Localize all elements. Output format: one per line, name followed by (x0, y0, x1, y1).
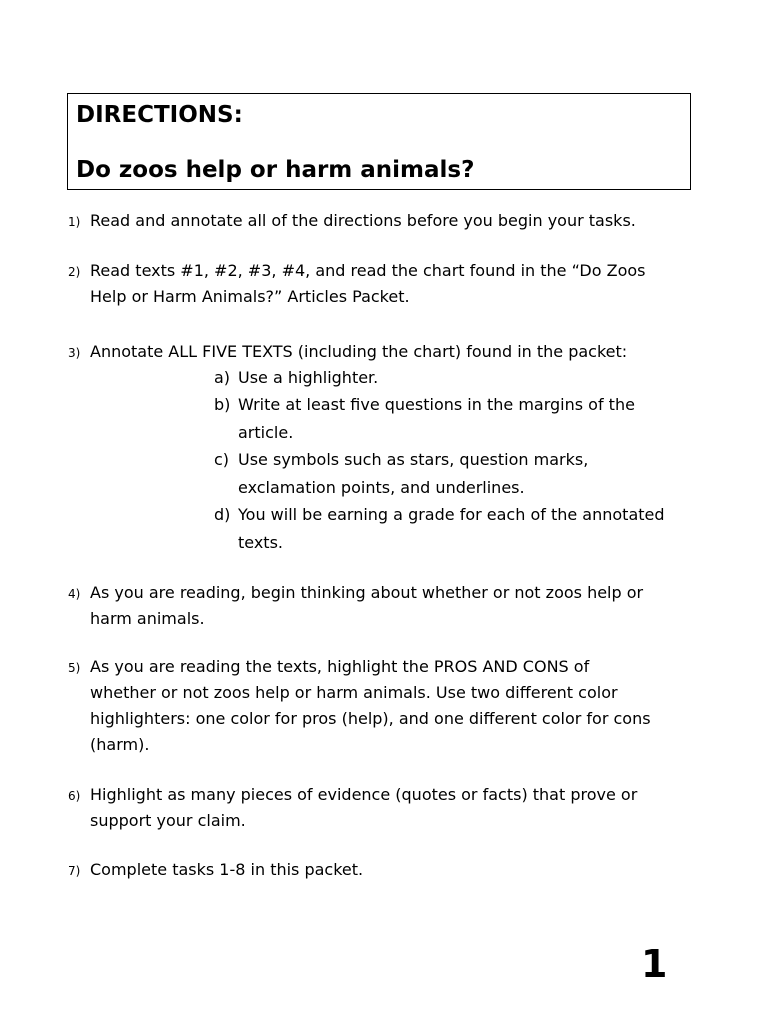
directions-heading: DIRECTIONS: (76, 102, 243, 128)
list-item-number: 3) (68, 346, 81, 360)
list-item-line: support your claim. (90, 811, 246, 830)
list-item (90, 208, 636, 234)
list-item (90, 580, 643, 632)
list-item-line: (harm). (90, 735, 150, 754)
list-item-number: 5) (68, 661, 81, 675)
list-item-number: 7) (68, 864, 81, 878)
sub-item-line: Write at least five questions in the margins of the (238, 395, 635, 414)
list-item-line: Complete tasks 1-8 in this packet. (90, 860, 364, 879)
sub-list-item (214, 364, 378, 392)
sub-item-letter: a) (214, 368, 231, 387)
sub-list-item (214, 391, 635, 447)
list-item (90, 654, 651, 758)
sub-item-line: Use symbols such as stars, question marks, (238, 450, 589, 469)
list-item-line: highlighters: one color for pros (help), and one different color for cons (90, 709, 651, 728)
list-item-line: Help or Harm Animals?” Articles Packet. (90, 287, 410, 306)
sub-list-item (214, 446, 588, 502)
page-number: 1 (641, 942, 668, 986)
list-item-line: As you are reading the texts, highlight the PROS AND CONS of (90, 657, 590, 676)
list-item-number: 4) (68, 587, 81, 601)
list-item-line: harm animals. (90, 609, 205, 628)
list-item (90, 339, 627, 365)
sub-item-line: Use a highlighter. (238, 368, 379, 387)
sub-item-line: exclamation points, and underlines. (238, 478, 525, 497)
list-item-line: Read texts #1, #2, #3, #4, and read the chart found in the “Do Zoos (90, 261, 646, 280)
page-title: Do zoos help or harm animals? (76, 157, 475, 183)
sub-item-line: texts. (238, 533, 283, 552)
sub-item-letter: c) (214, 450, 230, 469)
list-item-number: 2) (68, 265, 81, 279)
sub-item-letter: b) (214, 395, 231, 414)
list-item-line: Highlight as many pieces of evidence (quotes or facts) that prove or (90, 785, 638, 804)
list-item-line: Annotate ALL FIVE TEXTS (including the chart) found in the packet: (90, 342, 628, 361)
list-item-line: whether or not zoos help or harm animals. Use two different color (90, 683, 618, 702)
list-item (90, 782, 637, 834)
list-item-number: 6) (68, 789, 81, 803)
list-item (90, 258, 645, 310)
list-item (90, 857, 363, 883)
sub-item-line: article. (238, 423, 294, 442)
directions-box (67, 93, 691, 190)
list-item-line: Read and annotate all of the directions before you begin your tasks. (90, 211, 636, 230)
sub-item-letter: d) (214, 505, 231, 524)
list-item-number: 1) (68, 215, 81, 229)
list-item-line: As you are reading, begin thinking about whether or not zoos help or (90, 583, 644, 602)
sub-list-item (214, 501, 665, 557)
sub-item-line: You will be earning a grade for each of the annotated (238, 505, 665, 524)
